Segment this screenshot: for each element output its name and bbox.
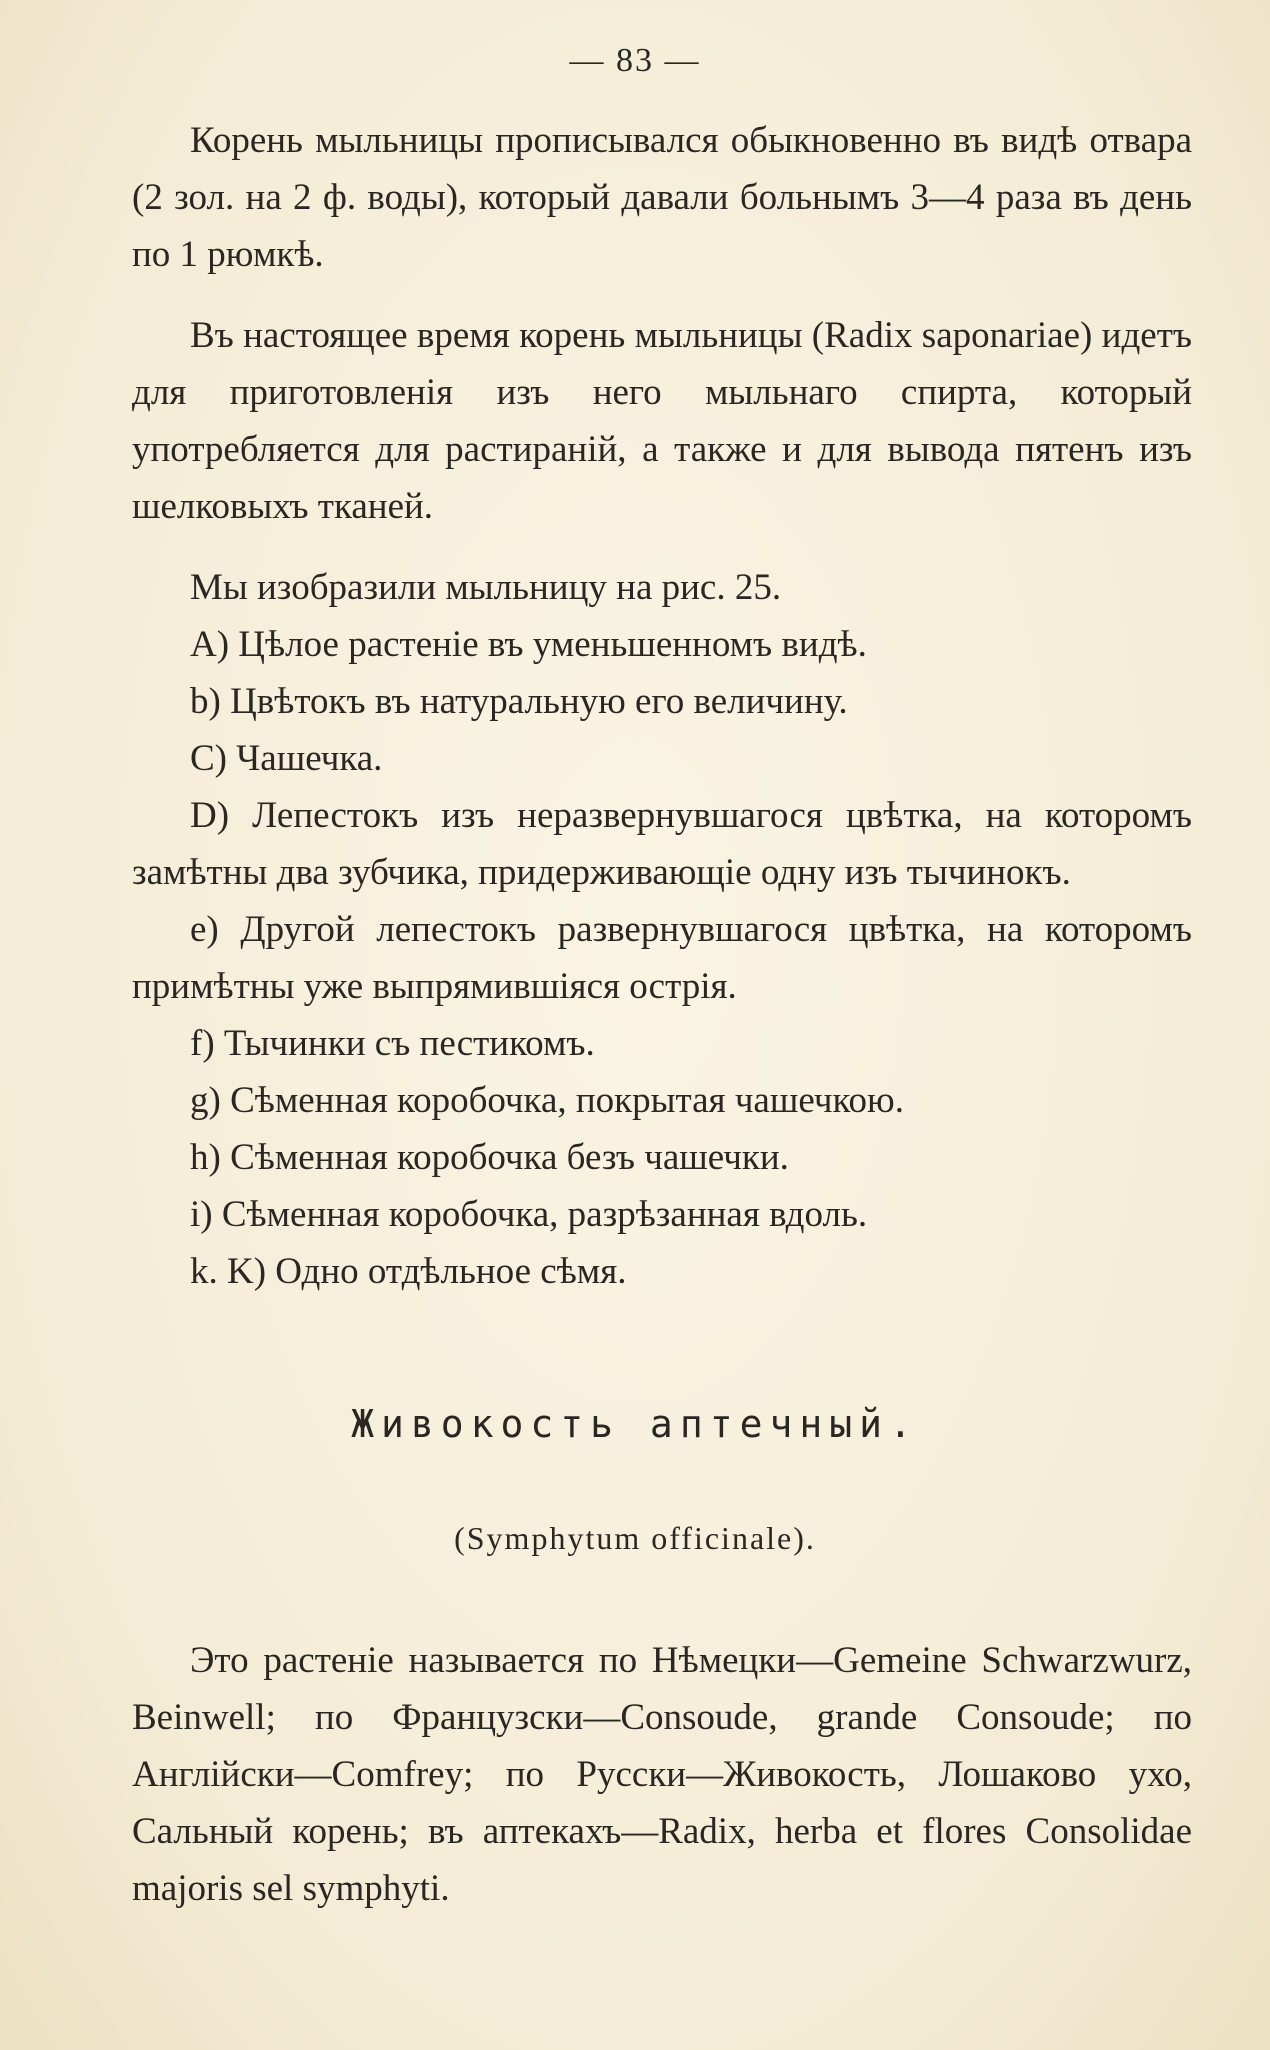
main-text: [132, 112, 1192, 1300]
figure-item-d: D) Лепестокъ изъ неразвернувшагося цвѣтка, на которомъ замѣтны два зубчика, придерживающіе одну изъ тычинокъ.: [132, 795, 1192, 893]
paragraph-4: Это растеніе называется по Нѣмецки—Gemeine Schwarzwurz, Beinwell; по Французски—Consoude, grande Consoude; по Англійски—Comfrey; по Русски—Живокость, Лошаково ухо, Сальный корень; въ аптекахъ—Radix, herba et flores Consolidae majoris sel symphyti.: [132, 1640, 1192, 1909]
figure-item-c: C) Чашечка.: [190, 738, 383, 779]
paragraph-1: Корень мыльницы прописывался обыкновенно въ видѣ отвара (2 зол. на 2 ф. воды), который давали больнымъ 3—4 раза въ день по 1 рюмкѣ.: [132, 120, 1192, 275]
section-subtitle: (Symphytum officinale).: [454, 1520, 816, 1556]
figure-item-b: b) Цвѣтокъ въ натуральную его величину.: [190, 681, 848, 722]
section-text: [132, 1632, 1192, 1917]
figure-item-f: f) Тычинки съ пестикомъ.: [190, 1023, 595, 1064]
figure-item-e: e) Другой лепестокъ развернувшагося цвѣтка, на которомъ примѣтны уже выпрямившіяся острія.: [132, 909, 1192, 1007]
section-title: Живокость аптечный.: [351, 1402, 919, 1446]
paragraph-2: Въ настоящее время корень мыльницы (Radix saponariae) идетъ для приготовленія изъ него мыльнаго спирта, который употребляется для растираній, а также и для вывода пятенъ изъ шелковыхъ тканей.: [132, 315, 1192, 527]
figure-item-h: h) Сѣменная коробочка безъ чашечки.: [190, 1137, 789, 1178]
figure-item-a: A) Цѣлое растеніе въ уменьшенномъ видѣ.: [190, 624, 867, 665]
figure-item-i: i) Сѣменная коробочка, разрѣзанная вдоль.: [190, 1194, 868, 1235]
paragraph-3: Мы изобразили мыльницу на рис. 25.: [190, 567, 782, 608]
page-number: — 83 —: [569, 42, 701, 79]
figure-item-g: g) Сѣменная коробочка, покрытая чашечкою.: [190, 1080, 904, 1121]
figure-item-k: k. K) Одно отдѣльное сѣмя.: [190, 1251, 627, 1292]
